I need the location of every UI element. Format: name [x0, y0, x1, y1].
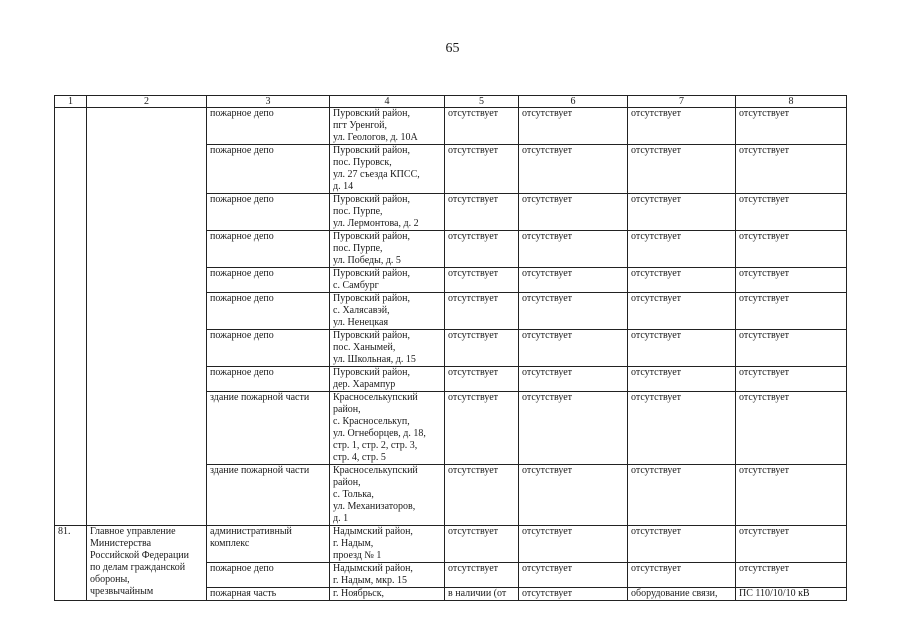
header-row: [55, 96, 847, 108]
col8-cell: отсутствует: [736, 145, 847, 194]
facility-type-cell: пожарное депо: [207, 293, 330, 330]
organization-cell: [87, 108, 207, 526]
row-number-cell: 81.: [55, 526, 87, 601]
facility-type-cell: здание пожарной части: [207, 392, 330, 465]
address-cell: Пуровский район, пгт Уренгой, ул. Геологов, д. 10А: [330, 108, 445, 145]
address-cell: Пуровский район, с. Самбург: [330, 268, 445, 293]
col7-cell: отсутствует: [628, 108, 736, 145]
col5-cell: отсутствует: [445, 145, 519, 194]
col6-cell: отсутствует: [519, 293, 628, 330]
facility-type-cell: пожарное депо: [207, 268, 330, 293]
facility-type-cell: пожарная часть: [207, 588, 330, 601]
col8-cell: отсутствует: [736, 330, 847, 367]
col6-cell: отсутствует: [519, 330, 628, 367]
col5-cell: отсутствует: [445, 330, 519, 367]
col5-cell: отсутствует: [445, 231, 519, 268]
col8-cell: отсутствует: [736, 268, 847, 293]
col8-cell: отсутствует: [736, 563, 847, 588]
col-header: 1: [55, 96, 87, 108]
col8-cell: отсутствует: [736, 465, 847, 526]
col5-cell: отсутствует: [445, 526, 519, 563]
col7-cell: отсутствует: [628, 268, 736, 293]
facility-type-cell: пожарное депо: [207, 194, 330, 231]
address-cell: Надымский район, г. Надым, проезд № 1: [330, 526, 445, 563]
col8-cell: отсутствует: [736, 392, 847, 465]
col6-cell: отсутствует: [519, 268, 628, 293]
col5-cell: отсутствует: [445, 194, 519, 231]
col-header: 5: [445, 96, 519, 108]
table-row: [55, 526, 847, 563]
facility-type-cell: пожарное депо: [207, 108, 330, 145]
facility-type-cell: пожарное депо: [207, 145, 330, 194]
col7-cell: отсутствует: [628, 194, 736, 231]
col5-cell: отсутствует: [445, 268, 519, 293]
address-cell: Пуровский район, пос. Пурпе, ул. Победы, д. 5: [330, 231, 445, 268]
facility-type-cell: пожарное депо: [207, 367, 330, 392]
col6-cell: отсутствует: [519, 526, 628, 563]
address-cell: Пуровский район, пос. Пурпе, ул. Лермонтова, д. 2: [330, 194, 445, 231]
col5-cell: отсутствует: [445, 465, 519, 526]
col5-cell: отсутствует: [445, 563, 519, 588]
address-cell: Пуровский район, с. Халясавэй, ул. Ненецкая: [330, 293, 445, 330]
col7-cell: отсутствует: [628, 145, 736, 194]
address-cell: Надымский район, г. Надым, мкр. 15: [330, 563, 445, 588]
col8-cell: отсутствует: [736, 194, 847, 231]
col6-cell: отсутствует: [519, 145, 628, 194]
col7-cell: отсутствует: [628, 293, 736, 330]
facilities-table: [54, 95, 847, 601]
facility-type-cell: пожарное депо: [207, 563, 330, 588]
col7-cell: отсутствует: [628, 367, 736, 392]
col5-cell: в наличии (от: [445, 588, 519, 601]
facility-type-cell: пожарное депо: [207, 330, 330, 367]
col8-cell: отсутствует: [736, 108, 847, 145]
col7-cell: отсутствует: [628, 392, 736, 465]
facility-type-cell: пожарное депо: [207, 231, 330, 268]
col-header: 6: [519, 96, 628, 108]
address-cell: Пуровский район, дер. Харампур: [330, 367, 445, 392]
col6-cell: отсутствует: [519, 194, 628, 231]
col6-cell: отсутствует: [519, 465, 628, 526]
col6-cell: отсутствует: [519, 367, 628, 392]
col5-cell: отсутствует: [445, 293, 519, 330]
address-cell: Красноселькупский район, с. Красноселькуп, ул. Огнеборцев, д. 18, стр. 1, стр. 2, стр. 3, стр. 4, стр. 5: [330, 392, 445, 465]
row-number-cell: [55, 108, 87, 526]
organization-cell: Главное управление Министерства Российской Федерации по делам гражданской обороны, чрезвычайным: [87, 526, 207, 601]
col-header: 3: [207, 96, 330, 108]
address-cell: Пуровский район, пос. Ханымей, ул. Школьная, д. 15: [330, 330, 445, 367]
col8-cell: отсутствует: [736, 293, 847, 330]
col5-cell: отсутствует: [445, 392, 519, 465]
col7-cell: отсутствует: [628, 231, 736, 268]
col6-cell: отсутствует: [519, 108, 628, 145]
col7-cell: оборудование связи,: [628, 588, 736, 601]
col-header: 7: [628, 96, 736, 108]
table-row: [55, 108, 847, 145]
col6-cell: отсутствует: [519, 392, 628, 465]
facility-type-cell: здание пожарной части: [207, 465, 330, 526]
address-cell: Красноселькупский район, с. Толька, ул. Механизаторов, д. 1: [330, 465, 445, 526]
address-cell: Пуровский район, пос. Пуровск, ул. 27 съезда КПСС, д. 14: [330, 145, 445, 194]
col7-cell: отсутствует: [628, 563, 736, 588]
page-number: 65: [445, 41, 460, 56]
col5-cell: отсутствует: [445, 108, 519, 145]
facility-type-cell: административный комплекс: [207, 526, 330, 563]
col7-cell: отсутствует: [628, 465, 736, 526]
col8-cell: отсутствует: [736, 231, 847, 268]
col8-cell: отсутствует: [736, 367, 847, 392]
col6-cell: отсутствует: [519, 563, 628, 588]
table-body: [55, 108, 847, 601]
col7-cell: отсутствует: [628, 330, 736, 367]
col8-cell: ПС 110/10/10 кВ: [736, 588, 847, 601]
col7-cell: отсутствует: [628, 526, 736, 563]
col-header: 8: [736, 96, 847, 108]
col6-cell: отсутствует: [519, 231, 628, 268]
col8-cell: отсутствует: [736, 526, 847, 563]
col-header: 4: [330, 96, 445, 108]
address-cell: г. Ноябрьск,: [330, 588, 445, 601]
col-header: 2: [87, 96, 207, 108]
col6-cell: отсутствует: [519, 588, 628, 601]
col5-cell: отсутствует: [445, 367, 519, 392]
